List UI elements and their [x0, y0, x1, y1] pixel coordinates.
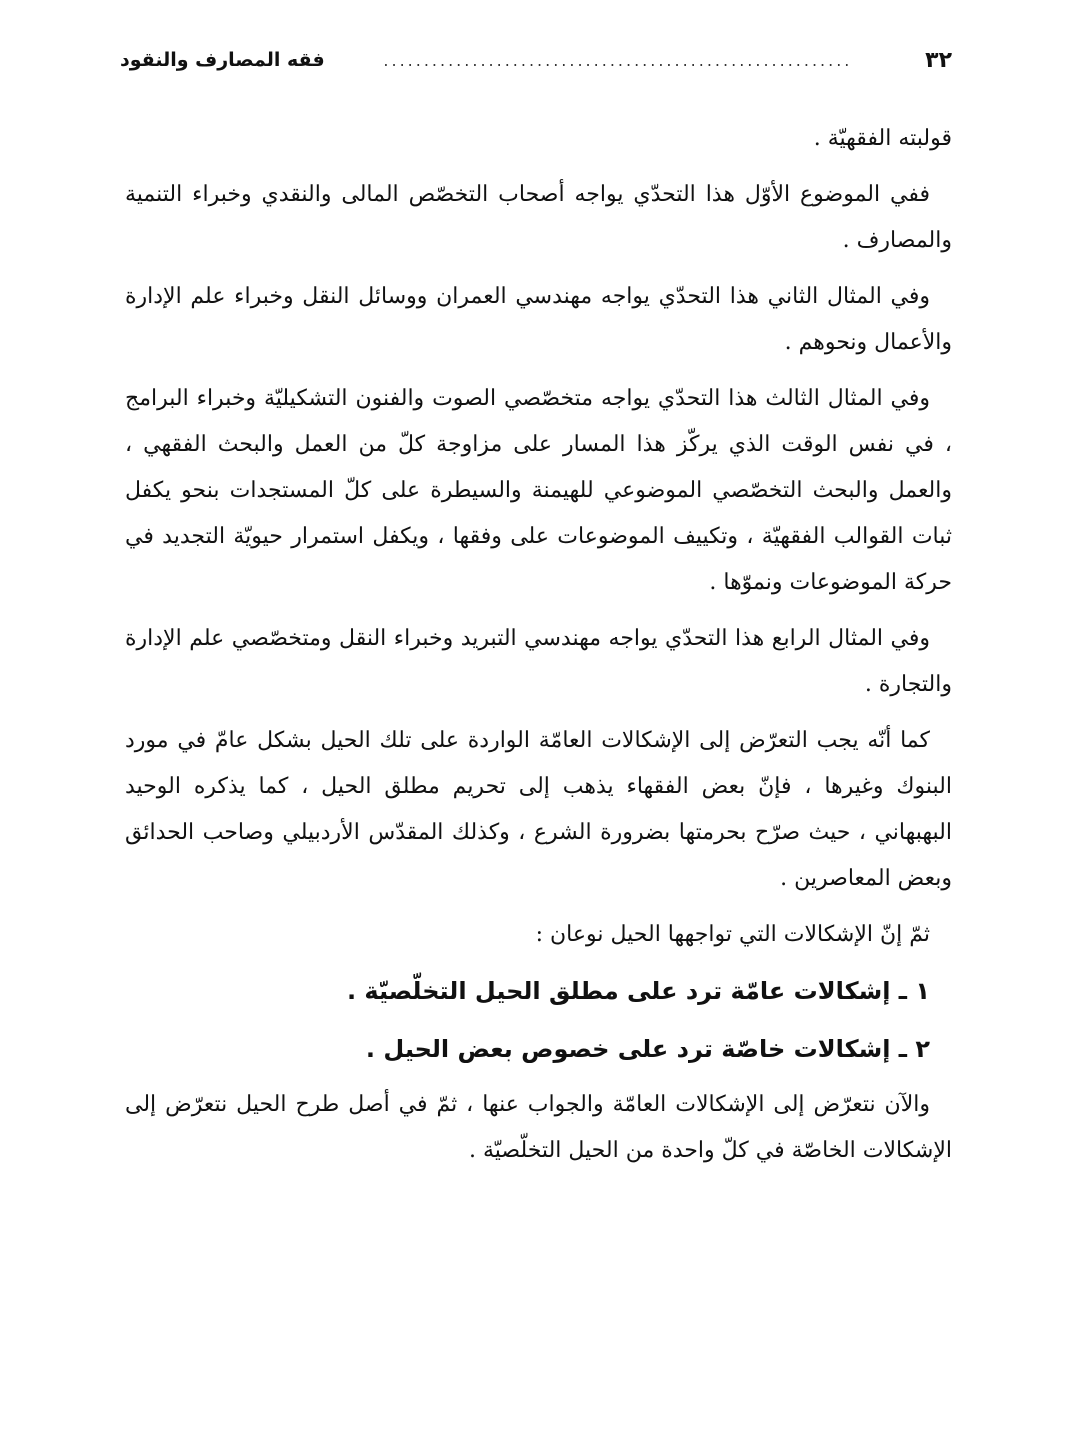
numbered-point: ٢ ـ إشكالات خاصّة ترد على خصوص بعض الحيل . [365, 1035, 930, 1063]
paragraph-continuation: قولبته الفقهيّة . [813, 126, 952, 151]
closing-paragraph: والآن نتعرّض إلى الإشكالات العامّة والجواب عنها ، ثمّ في أصل طرح الحيل نتعرّض إلى الإشكالات الخاصّة في كلّ واحدة من الحيل التخلّصيّة . [125, 1092, 952, 1163]
running-header [120, 40, 952, 80]
numbered-point: ١ ـ إشكالات عامّة ترد على مطلق الحيل التخلّصيّة . [346, 977, 930, 1005]
paragraph: وفي المثال الرابع هذا التحدّي يواجه مهندسي التبريد وخبراء النقل ومتخصّصي علم الإدارة والتجارة . [125, 626, 952, 697]
body-text [125, 116, 952, 1184]
paragraph: ففي الموضوع الأوّل هذا التحدّي يواجه أصحاب التخصّص المالى والنقدي وخبراء التنمية والمصارف . [125, 182, 952, 253]
paragraph: كما أنّه يجب التعرّض إلى الإشكالات العامّة الواردة على تلك الحيل بشكل عامّ في مورد البنوك وغيرها ، فإنّ بعض الفقهاء يذهب إلى تحريم مطلق الحيل ، كما يذكره الوحيد البهبهاني ، حيث صرّح بحرمتها بضرورة الشرع ، وكذلك المقدّس الأردبيلي وصاحب الحدائق وبعض المعاصرين . [125, 728, 952, 891]
lead-in-line: ثمّ إنّ الإشكالات التي تواجهها الحيل نوعان : [535, 922, 930, 947]
header-dot-leader: .......................................................... [383, 50, 853, 70]
paragraph: وفي المثال الثاني هذا التحدّي يواجه مهندسي العمران ووسائل النقل وخبراء علم الإدارة والأعمال ونحوهم . [125, 284, 952, 355]
book-title: فقه المصارف والنقود [120, 49, 325, 71]
paragraph: وفي المثال الثالث هذا التحدّي يواجه متخصّصي الصوت والفنون التشكيليّة وخبراء البرامج ، في نفس الوقت الذي يركّز هذا المسار على مزاوجة كلّ من العمل والبحث الفقهي ، والعمل والبحث التخصّصي الموضوعي للهيمنة والسيطرة على كلّ المستجدات بنحو يكفل ثبات القوالب الفقهيّة ، وتكييف الموضوعات على وفقها ، ويكفل استمرار حيويّة التجديد في حركة الموضوعات ونموّها . [125, 386, 953, 595]
page-number: ٣٢ [925, 47, 952, 73]
